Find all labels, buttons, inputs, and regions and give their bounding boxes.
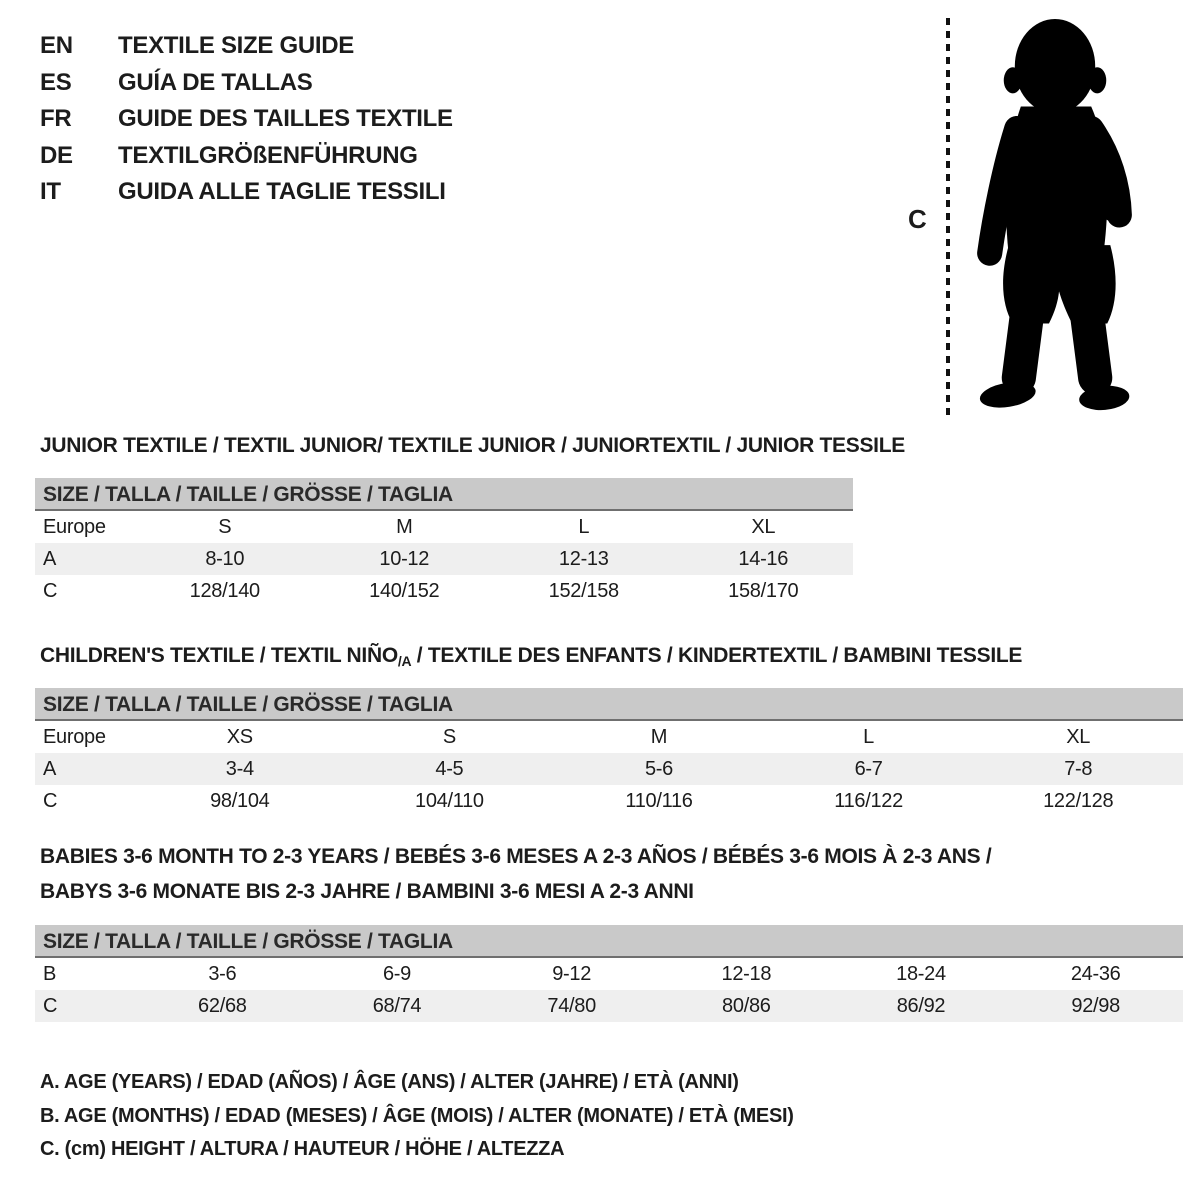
babies-section-title-line1: BABIES 3-6 MONTH TO 2-3 YEARS / BEBÉS 3-6 MESES A 2-3 AÑOS / BÉBÉS 3-6 MOIS À 2-3 ANS / — [40, 845, 992, 868]
table-row-europe — [35, 511, 853, 543]
babies-section-title-line2: BABYS 3-6 MONATE BIS 2-3 JAHRE / BAMBINI 3-6 MESI A 2-3 ANNI — [40, 880, 694, 903]
language-title: TEXTILE SIZE GUIDE — [118, 32, 354, 59]
row-label: B — [43, 962, 57, 985]
size-cell: M — [396, 515, 413, 538]
height-measure-label: C — [908, 204, 927, 234]
size-cell: L — [578, 515, 590, 538]
language-title: TEXTILGRÖßENFÜHRUNG — [118, 141, 418, 169]
size-cell: S — [442, 725, 456, 748]
size-cell: 92/98 — [1071, 994, 1120, 1017]
language-code: EN — [40, 32, 73, 59]
language-row-en — [40, 28, 453, 65]
legend-line-c: C. (cm) HEIGHT / ALTURA / HAUTEUR / HÖHE / ALTEZZA — [40, 1138, 565, 1160]
size-cell: 12-18 — [721, 962, 772, 985]
row-label: A — [43, 547, 57, 570]
size-cell: XL — [1066, 725, 1091, 748]
language-code: IT — [40, 178, 61, 205]
children-section-title — [40, 644, 1022, 669]
size-cell: 62/68 — [198, 994, 247, 1017]
row-label: C — [43, 994, 58, 1017]
height-measure-dashed-line — [946, 18, 950, 418]
size-cell: 14-16 — [738, 547, 789, 570]
language-title: GUÍA DE TALLAS — [118, 68, 313, 96]
size-cell: 12-13 — [558, 547, 609, 570]
size-cell: 6-9 — [382, 962, 411, 985]
language-row-de — [40, 138, 453, 175]
size-cell: 3-6 — [208, 962, 237, 985]
children-size-table — [35, 688, 1183, 817]
row-label: Europe — [43, 725, 106, 748]
language-title: GUIDA ALLE TAGLIE TESSILI — [118, 178, 446, 205]
size-cell: 152/158 — [548, 579, 619, 602]
junior-size-table — [35, 478, 853, 607]
children-title-post: / TEXTILE DES ENFANTS / KINDERTEXTIL / BAMBINI TESSILE — [411, 644, 1023, 667]
size-cell: M — [650, 725, 668, 748]
size-cell: 68/74 — [372, 994, 422, 1017]
language-title: GUIDE DES TAILLES TEXTILE — [118, 105, 453, 132]
children-title-subscript: /A — [397, 653, 412, 669]
table-row-age-months — [35, 958, 1183, 990]
size-header-bar: SIZE / TALLA / TAILLE / GRÖSSE / TAGLIA — [35, 478, 853, 511]
size-cell: 158/170 — [728, 579, 799, 602]
table-row-age — [35, 753, 1183, 785]
size-cell: 80/86 — [722, 994, 771, 1017]
babies-size-table — [35, 925, 1183, 1022]
language-row-fr — [40, 101, 453, 138]
size-cell: XL — [751, 515, 776, 538]
size-cell: 104/110 — [415, 789, 484, 812]
size-cell: 128/140 — [189, 579, 260, 602]
size-cell: 24-36 — [1070, 962, 1121, 985]
language-row-es — [40, 65, 453, 102]
size-cell: 122/128 — [1043, 789, 1114, 812]
table-row-height — [35, 785, 1183, 817]
size-cell: 10-12 — [379, 547, 430, 570]
children-title-pre: CHILDREN'S TEXTILE / TEXTIL NIÑO — [40, 644, 398, 667]
size-cell: 74/80 — [547, 994, 596, 1017]
language-row-it — [40, 174, 453, 211]
size-cell: 98/104 — [210, 789, 270, 812]
size-cell: 86/92 — [896, 994, 946, 1017]
size-cell: L — [863, 725, 874, 748]
junior-section-title: JUNIOR TEXTILE / TEXTIL JUNIOR/ TEXTILE JUNIOR / JUNIORTEXTIL / JUNIOR TESSILE — [40, 434, 905, 457]
size-cell: 140/152 — [369, 579, 440, 602]
size-cell: 18-24 — [896, 962, 946, 985]
table-row-age — [35, 543, 853, 575]
table-row-height — [35, 990, 1183, 1022]
language-title-list — [40, 28, 453, 211]
size-cell: 8-10 — [205, 547, 245, 570]
size-cell: 4-5 — [435, 757, 464, 780]
size-cell: S — [218, 515, 232, 538]
table-row-height — [35, 575, 853, 607]
size-cell: 6-7 — [854, 757, 883, 780]
toddler-silhouette-icon — [962, 16, 1146, 420]
size-cell: 3-4 — [225, 757, 254, 780]
legend-line-b: B. AGE (MONTHS) / EDAD (MESES) / ÂGE (MOIS) / ALTER (MONATE) / ETÀ (MESI) — [40, 1104, 794, 1127]
size-header-bar: SIZE / TALLA / TAILLE / GRÖSSE / TAGLIA — [35, 688, 1183, 721]
row-label: C — [43, 579, 58, 602]
size-cell: 9-12 — [552, 962, 592, 985]
row-label: A — [43, 757, 57, 780]
language-code: FR — [40, 105, 72, 132]
size-cell: 110/116 — [625, 789, 693, 812]
row-label: Europe — [43, 515, 106, 538]
legend-line-a: A. AGE (YEARS) / EDAD (AÑOS) / ÂGE (ANS) / ALTER (JAHRE) / ETÀ (ANNI) — [40, 1071, 739, 1093]
language-code: DE — [40, 141, 73, 169]
language-code: ES — [40, 68, 72, 96]
size-cell: 5-6 — [644, 757, 673, 780]
table-row-europe — [35, 721, 1183, 753]
size-cell: 116/122 — [834, 789, 903, 812]
row-label: C — [43, 789, 58, 812]
size-header-bar: SIZE / TALLA / TAILLE / GRÖSSE / TAGLIA — [35, 925, 1183, 958]
measurement-legend — [40, 1066, 794, 1167]
size-cell: 7-8 — [1064, 757, 1093, 780]
size-cell: XS — [226, 725, 253, 748]
